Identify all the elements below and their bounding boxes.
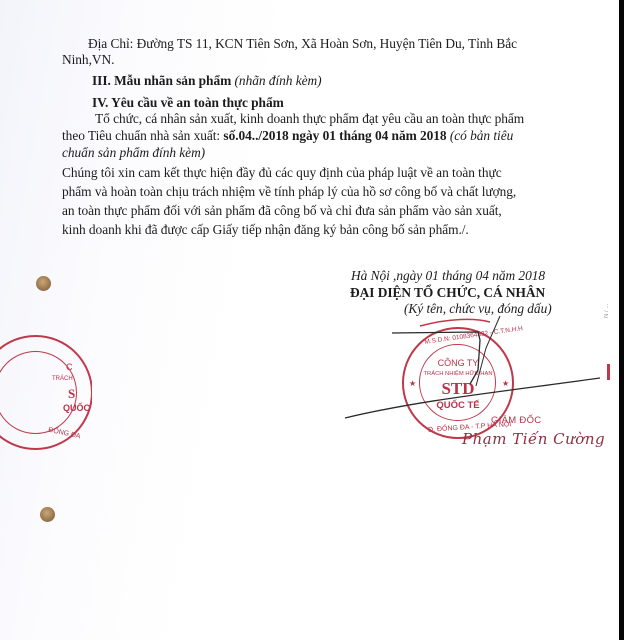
commitment-line: an toàn thực phẩm đối với sản phẩm đã công bố và chỉ đưa sản phẩm vào sản xuất, (62, 203, 502, 218)
representative-label: ĐẠI DIỆN TỔ CHỨC, CÁ NHÂN (350, 285, 546, 300)
section-4-heading: IV. Yêu cầu về an toàn thực phẩm (92, 95, 284, 110)
commitment-line: Chúng tôi xin cam kết thực hiện đầy đủ các quy định của pháp luật về an toàn thực (62, 165, 502, 180)
margin-marks: N / ... (604, 303, 610, 319)
signer-name: Phạm Tiến Cường (462, 430, 606, 448)
partial-stamp-left: C TRÁCH S QUỐC ĐỐNG ĐA (0, 330, 92, 455)
stamp-line-3: STD (441, 379, 475, 398)
stamp-star-icon: ★ (502, 379, 510, 388)
signature-instruction: (Ký tên, chức vụ, đóng dấu) (404, 301, 552, 316)
stamp-ring-top: M.S.D.N: 0108364332 - C.T.N.H.H (423, 325, 524, 346)
address-line-2: Ninh,VN. (62, 52, 115, 67)
right-margin (624, 0, 640, 640)
section-3-heading: III. Mẫu nhãn sản phẩm (92, 73, 232, 88)
commitment-line: kinh doanh khi đã được cấp Giấy tiếp nhận đăng ký bản công bố sản phẩm./. (62, 222, 469, 237)
address-line-1: Địa Chỉ: Đường TS 11, KCN Tiên Sơn, Xã Hoàn Sơn, Huyện Tiên Du, Tỉnh Bắc (88, 36, 518, 51)
para1-line2-note: (có bản tiêu (446, 128, 514, 143)
section-3-note: (nhãn đính kèm) (234, 73, 322, 88)
para1-line3: chuẩn sản phẩm đính kèm) (62, 145, 206, 160)
stamp-star-icon: ★ (409, 379, 417, 388)
para1-line2-prefix: theo Tiêu chuẩn nhà sản xuất: (62, 128, 224, 143)
margin-mark-red (607, 364, 610, 380)
stamp-ring-bottom: Đ. ĐỐNG ĐA - T.P HÀ NỘI (427, 421, 512, 434)
signer-title: GIÁM ĐỐC (491, 415, 542, 426)
commitment-line: phẩm và hoàn toàn chịu trách nhiệm về tính pháp lý của hồ sơ công bố và chất lượng, (62, 184, 517, 199)
standard-number: số.04../2018 ngày 01 tháng 04 năm 2018 (223, 128, 447, 143)
stamp-line-1: CÔNG TY (437, 358, 479, 368)
place-date: Hà Nội ,ngày 01 tháng 04 năm 2018 (351, 268, 545, 283)
para1-line1: Tổ chức, cá nhân sản xuất, kinh doanh thực phẩm đạt yêu cầu an toàn thực phẩm (95, 111, 525, 126)
stamp-line-2: TRÁCH NHIỆM HỮU HẠN (423, 371, 493, 377)
stamp-line-4: QUỐC TẾ (436, 400, 480, 411)
